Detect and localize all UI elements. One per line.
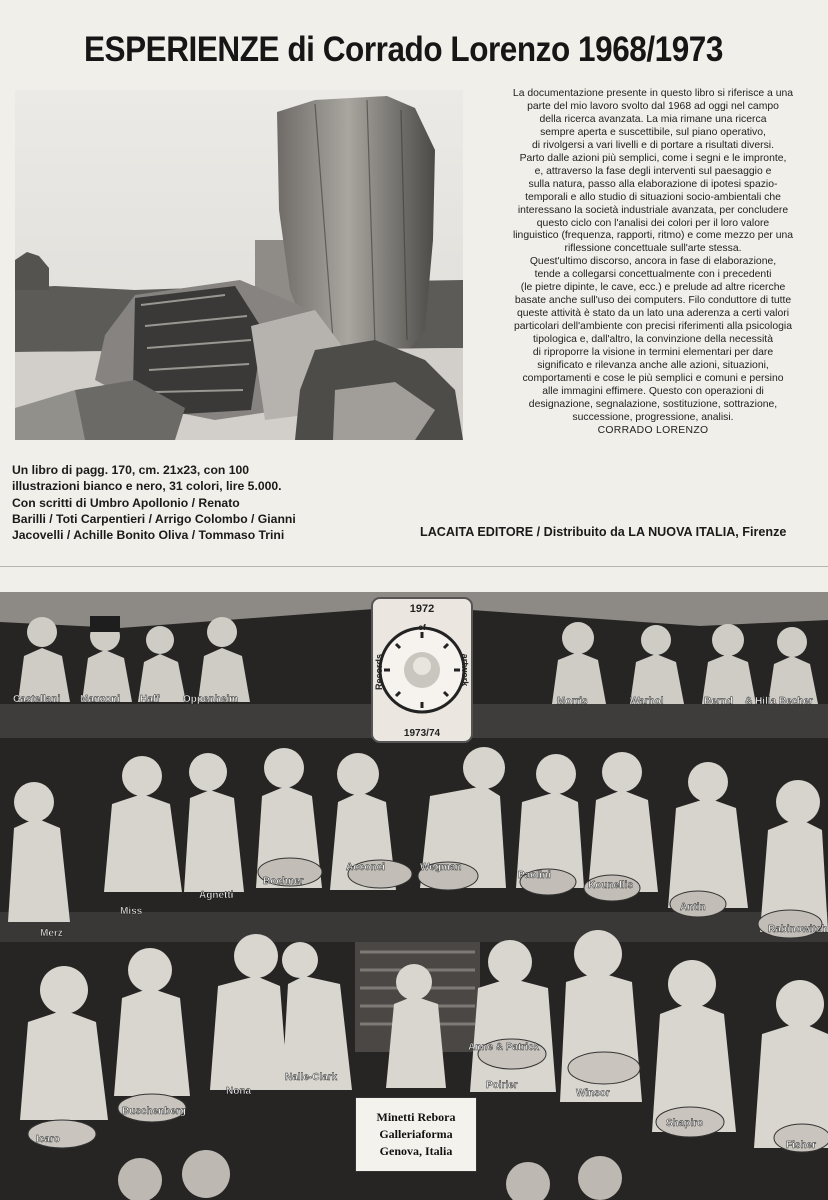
essay-line: designazione, segnalazione, sostituzione, sottrazione,	[528, 398, 778, 410]
top-label: Castellani	[13, 694, 61, 705]
page-title: ESPERIENZE di Corrado Lorenzo 1968/1973	[84, 30, 723, 69]
book-info-line: Jacovelli / Achille Bonito Oliva / Tommaso Trini	[12, 528, 285, 543]
bottom-label: Shapiro	[666, 1118, 704, 1129]
middle-label: Merz	[40, 928, 63, 939]
essay-line: comportamenti e cose le più semplici e comuni e persino	[522, 372, 784, 384]
plaque-line: Galleriaforma	[379, 1127, 453, 1141]
essay-line: di riproporre la visione in termini elementari per dare	[532, 347, 774, 359]
essay-signature: CORRADO LORENZO	[597, 424, 709, 436]
clock-left-label: Records	[374, 653, 384, 691]
bottom-label: Anne & Patrick	[468, 1042, 540, 1053]
essay-line: sempre aperta e suscettibile, sul piano operativo,	[540, 126, 766, 138]
bottom-label: Buschenberg	[122, 1106, 186, 1117]
middle-label: Kounellis	[588, 880, 634, 891]
middle-label: Agnetti	[199, 890, 234, 901]
essay-line: riflessione concettuale sull'arte stessa.	[564, 243, 742, 255]
top-label: & Hilla Becher	[745, 696, 813, 707]
essay-line: interessano la società industriale avanzata, per concludere	[517, 204, 789, 216]
book-info	[12, 462, 412, 543]
book-info-line: Con scritti di Umbro Apollonio / Renato	[12, 495, 240, 510]
essay-line: e, attraverso la fase degli interventi sul paesaggio e	[534, 165, 772, 177]
bottom-label: Fisher	[786, 1140, 817, 1151]
essay-line: sulla natura, passo alla elaborazione di ipotesi spazio-	[528, 178, 778, 190]
essay-line: temporali e allo studio di situazioni socio-ambientali che	[525, 191, 781, 203]
top-label: Morris	[557, 696, 588, 707]
middle-label: Wegman	[420, 862, 462, 873]
middle-label: Acconci	[346, 862, 385, 873]
middle-label: Rabinowitch	[768, 924, 828, 935]
essay-line: particolari dell'ambiente con precisi riferimenti alla psicologia	[513, 321, 793, 333]
middle-label: Miss	[120, 906, 143, 917]
essay-line: di rivolgersi a vari livelli e di portare a risultati diversi.	[532, 139, 774, 151]
bottom-label: Nalle-Clark	[285, 1072, 338, 1083]
clock-middle-label: of	[418, 623, 426, 632]
book-info-line: illustrazioni bianco e nero, 31 colori, lire 5.000.	[12, 479, 282, 494]
essay-line: (le pietre dipinte, le cave, ecc.) e prelude ad altre ricerche	[520, 282, 786, 294]
book-info-line: Barilli / Toti Carpentieri / Arrigo Colombo / Gianni	[12, 511, 296, 526]
plaque-line: Genova, Italia	[379, 1144, 453, 1158]
essay-line: questo ciclo con l'analisi dei colori per il loro valore	[536, 217, 770, 229]
quarry-photo	[15, 90, 463, 440]
bottom-label: Poirier	[486, 1080, 518, 1091]
publisher-line: LACAITA EDITORE / Distribuito da LA NUOVA ITALIA, Firenze	[420, 525, 787, 539]
gallery-plaque	[355, 1097, 477, 1172]
essay-line: della ricerca avanzata. La mia rimane una ricerca	[539, 113, 767, 125]
essay-line: Quest'ultimo discorso, ancora in fase di elaborazione,	[529, 256, 777, 268]
middle-label: Bochner	[263, 876, 304, 887]
top-label: Bernd	[704, 696, 733, 707]
essay-text	[478, 88, 828, 438]
top-label: Oppenheim	[183, 694, 239, 705]
essay-line: Parto dalle azioni più semplici, come i segni e le impronte,	[519, 152, 787, 164]
book-info-line: Un libro di pagg. 170, cm. 21x23, con 100	[12, 463, 250, 477]
middle-label: Antin	[680, 902, 706, 913]
essay-line: tipologica e, dall'altro, la convinzione della necessità	[533, 334, 773, 346]
bottom-label: Icaro	[36, 1134, 60, 1145]
clock-bottom-label: 1973/74	[403, 728, 441, 739]
top-label: Warhol	[630, 696, 664, 707]
essay-line: alle immagini effimere. Questo con operazioni di	[542, 385, 764, 397]
clock-top-label: 1972	[409, 603, 435, 615]
essay-line: La documentazione presente in questo libro si riferisce a una	[512, 88, 794, 99]
essay-line: basate anche sull'uso dei computers. Filo conduttore di tutte	[514, 295, 792, 307]
essay-line: linguistico (frequenza, rapporti, ritmo) e come mezzo per una	[512, 230, 794, 242]
essay-line: significato e rilevanza anche alle azioni, situazioni,	[537, 360, 769, 372]
top-label: Haff	[140, 694, 160, 705]
essay-line: queste attività è stato da un lato una aderenza a certi valori	[516, 308, 790, 320]
plaque-line: Minetti Rebora	[376, 1110, 456, 1124]
bottom-label: Nona	[226, 1086, 251, 1097]
clock-right-label: artwork	[460, 653, 470, 687]
essay-line: successione, progressione, analisi.	[572, 411, 734, 423]
bottom-label: Winsor	[576, 1088, 610, 1099]
essay-line: parte del mio lavoro svolto dal 1968 ad oggi nel campo	[527, 100, 779, 112]
divider	[0, 566, 828, 567]
middle-label: Paolini	[518, 870, 551, 881]
top-label: Manzoni	[80, 694, 120, 705]
essay-line: tende a collegarsi concettualmente con i precedenti	[534, 269, 772, 281]
